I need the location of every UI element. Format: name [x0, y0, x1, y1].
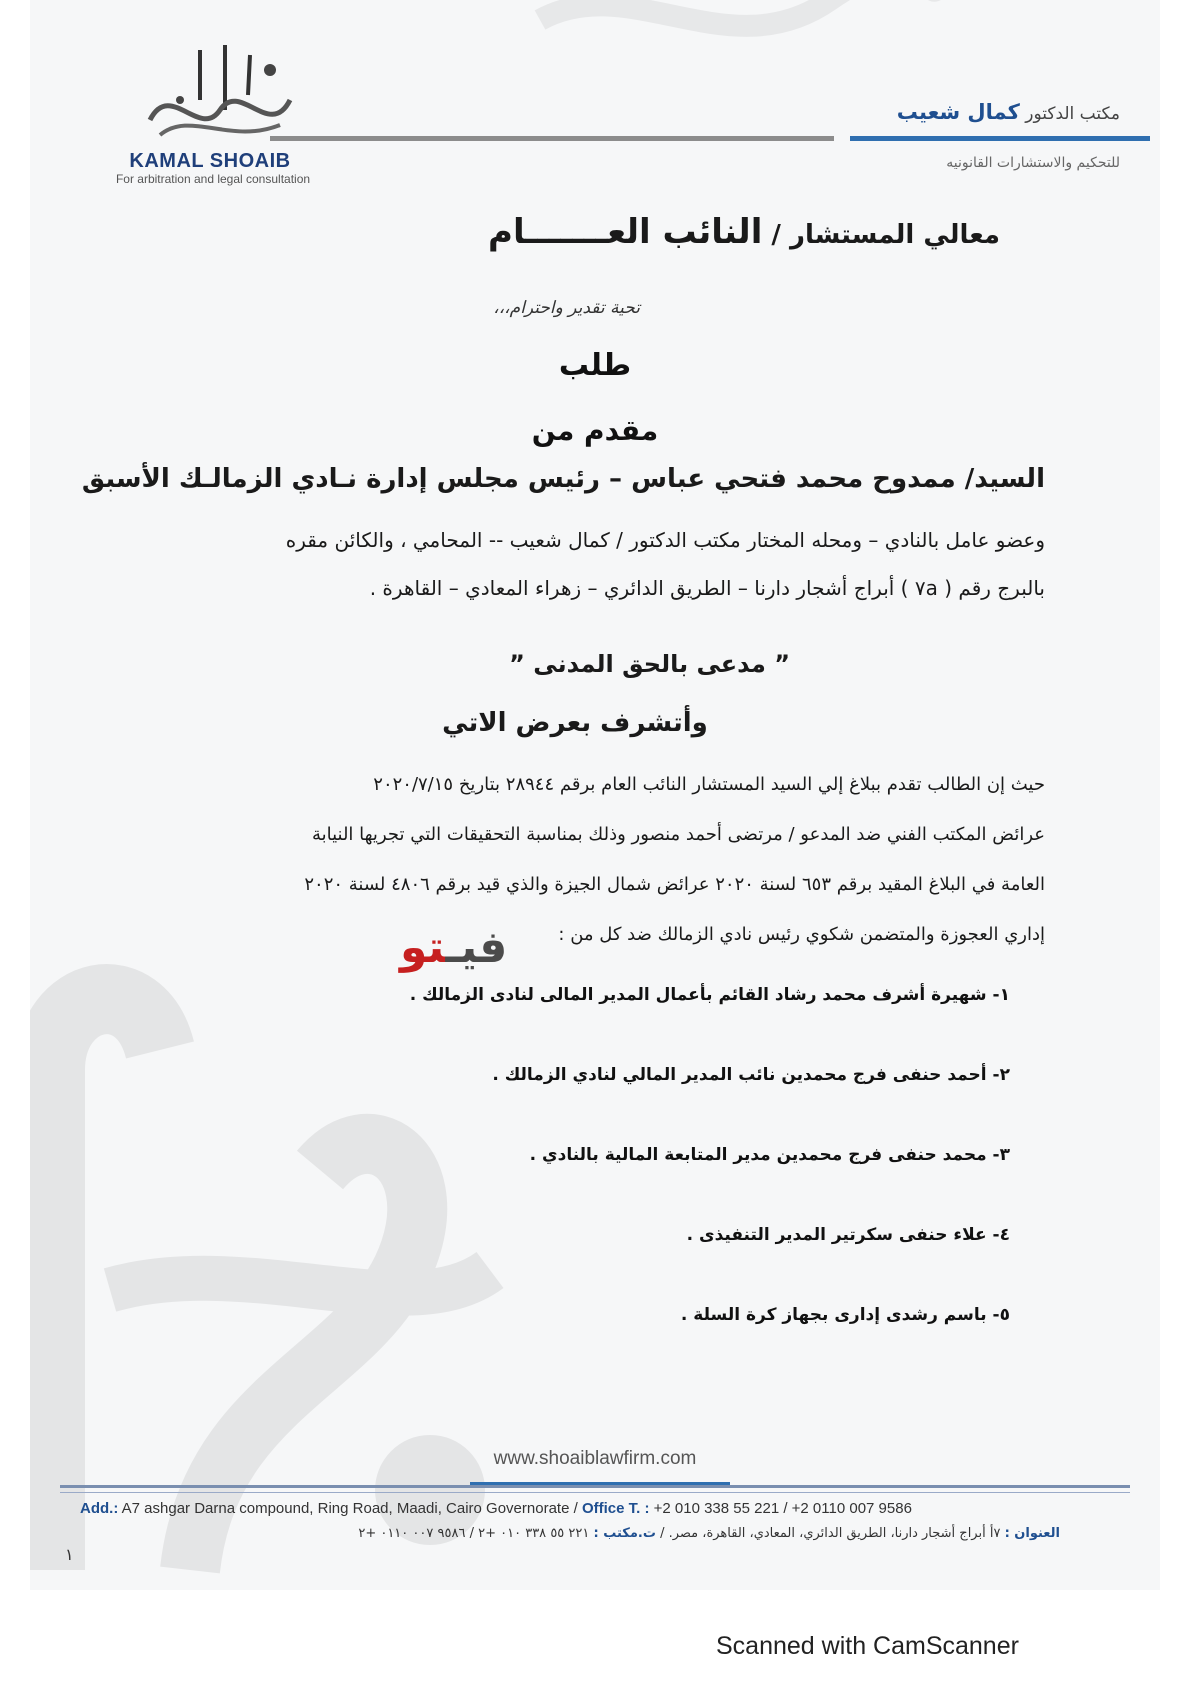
- list-item: ١- شهيرة أشرف محمد رشاد القائم بأعمال المدير المالى لنادى الزمالك .: [409, 985, 1010, 1005]
- footer-rule: [60, 1485, 1130, 1488]
- paragraph-line: وعضو عامل بالنادي – ومحله المختار مكتب الدكتور / كمال شعيب -- المحامي ، والكائن مقره: [285, 528, 1045, 552]
- office-phone-label: Office T. :: [581, 1500, 650, 1517]
- background-calligraphy-watermark: [30, 870, 510, 1590]
- paragraph-line: حيث إن الطالب تقدم ببلاغ إلي السيد المستشار النائب العام برقم ٢٨٩٤٤ بتاريخ ٢٠٢٠/٧/١٥: [373, 774, 1045, 795]
- stamp-part-red: تو: [400, 922, 446, 973]
- logo-english-name: KAMAL SHOAIB: [129, 150, 291, 172]
- watermark-top: [530, 0, 950, 80]
- paragraph-line: العامة في البلاغ المقيد برقم ٦٥٣ لسنة ٢٠٢٠ عرائض شمال الجيزة والذي قيد برقم ٤٨٠٦ لسنة ٢٠٢٠: [304, 874, 1045, 895]
- paragraph-line: بالبرج رقم ( ٧a ) أبراج أشجار دارنا – الطريق الدائري – زهراء المعادي – القاهرة .: [369, 576, 1045, 600]
- addressee-title: النائب العـــــــام: [488, 212, 763, 252]
- footer-rule-thin: [60, 1492, 1130, 1493]
- list-item: ٤- علاء حنفى سكرتير المدير التنفيذى .: [686, 1225, 1010, 1245]
- submitted-by-title: مقدم من: [531, 414, 659, 447]
- list-item: ٢- أحمد حنفى فرج محمدين نائب المدير المالي لنادي الزمالك .: [492, 1065, 1010, 1085]
- honor-heading: وأتشرف بعرض الاتي: [442, 708, 708, 738]
- site-watermark-stamp: [400, 922, 507, 973]
- list-item: ٥- باسم رشدى إدارى بجهاز كرة السلة .: [680, 1305, 1010, 1325]
- addressee: [488, 212, 1000, 252]
- office-subtitle: للتحكيم والاستشارات القانونيه: [946, 155, 1120, 171]
- applicant-line: السيد/ ممدوح محمد فتحي عباس – رئيس مجلس إدارة نـادي الزمالـك الأسبق: [81, 464, 1045, 494]
- address-label-ar: العنوان :: [1004, 1526, 1060, 1541]
- applicant-address-paragraph: [85, 516, 1045, 612]
- website-link[interactable]: www.shoaiblawfirm.com: [493, 1448, 697, 1469]
- office-phone-label-ar: ت.مكتب :: [593, 1526, 656, 1541]
- header-rule-gray: [270, 136, 834, 141]
- footer-address-ar: [358, 1526, 1060, 1541]
- office-name: كمال شعيب: [896, 100, 1020, 124]
- office-prefix: مكتب الدكتور: [1025, 104, 1120, 124]
- civil-claimant-label: ” مدعى بالحق المدنى ”: [509, 650, 790, 678]
- paragraph-line: إداري العجوزة والمتضمن شكوي رئيس نادي الزمالك ضد كل من :: [558, 924, 1045, 945]
- addressee-prefix: معالي المستشار /: [771, 220, 1000, 250]
- address-text-ar: ٧أ أبراج أشجار دارنا، الطريق الدائري، المعادي، القاهرة، مصر. /: [660, 1526, 1001, 1541]
- greeting: تحية تقدير واحترام،،،: [493, 298, 640, 318]
- paragraph-line: عرائض المكتب الفني ضد المدعو / مرتضى أحمد منصور وذلك بمناسبة التحقيقات التي تجريها النيابة: [311, 824, 1045, 845]
- footer-address-en: [80, 1500, 1140, 1517]
- address-text: A7 ashgar Darna compound, Ring Road, Maadi, Cairo Governorate /: [121, 1500, 578, 1517]
- logo-english-subtitle: For arbitration and legal consultation: [115, 172, 311, 186]
- camscanner-footer: Scanned with CamScanner: [716, 1632, 1019, 1660]
- logo-calligraphy-icon: [130, 40, 310, 150]
- office-title: [897, 100, 1120, 124]
- stamp-part: فيـ: [445, 922, 508, 973]
- header-rule-blue: [850, 136, 1150, 141]
- page-number: ١: [65, 1545, 74, 1564]
- office-phones-ar: ٢٢١ ٥٥ ٣٣٨ ٠١٠ +٢ / ٩٥٨٦ ٠٠٧ ٠١١٠ +٢: [358, 1526, 590, 1541]
- list-item: ٣- محمد حنفى فرج محمدين مدير المتابعة المالية بالنادي .: [529, 1145, 1010, 1165]
- request-title: طلب: [558, 348, 632, 383]
- document-page: [30, 0, 1160, 1590]
- complaint-paragraph: [85, 760, 1045, 960]
- office-phones: +2 010 338 55 221 / +2 0110 007 9586: [653, 1500, 912, 1517]
- address-label: Add.:: [80, 1500, 119, 1517]
